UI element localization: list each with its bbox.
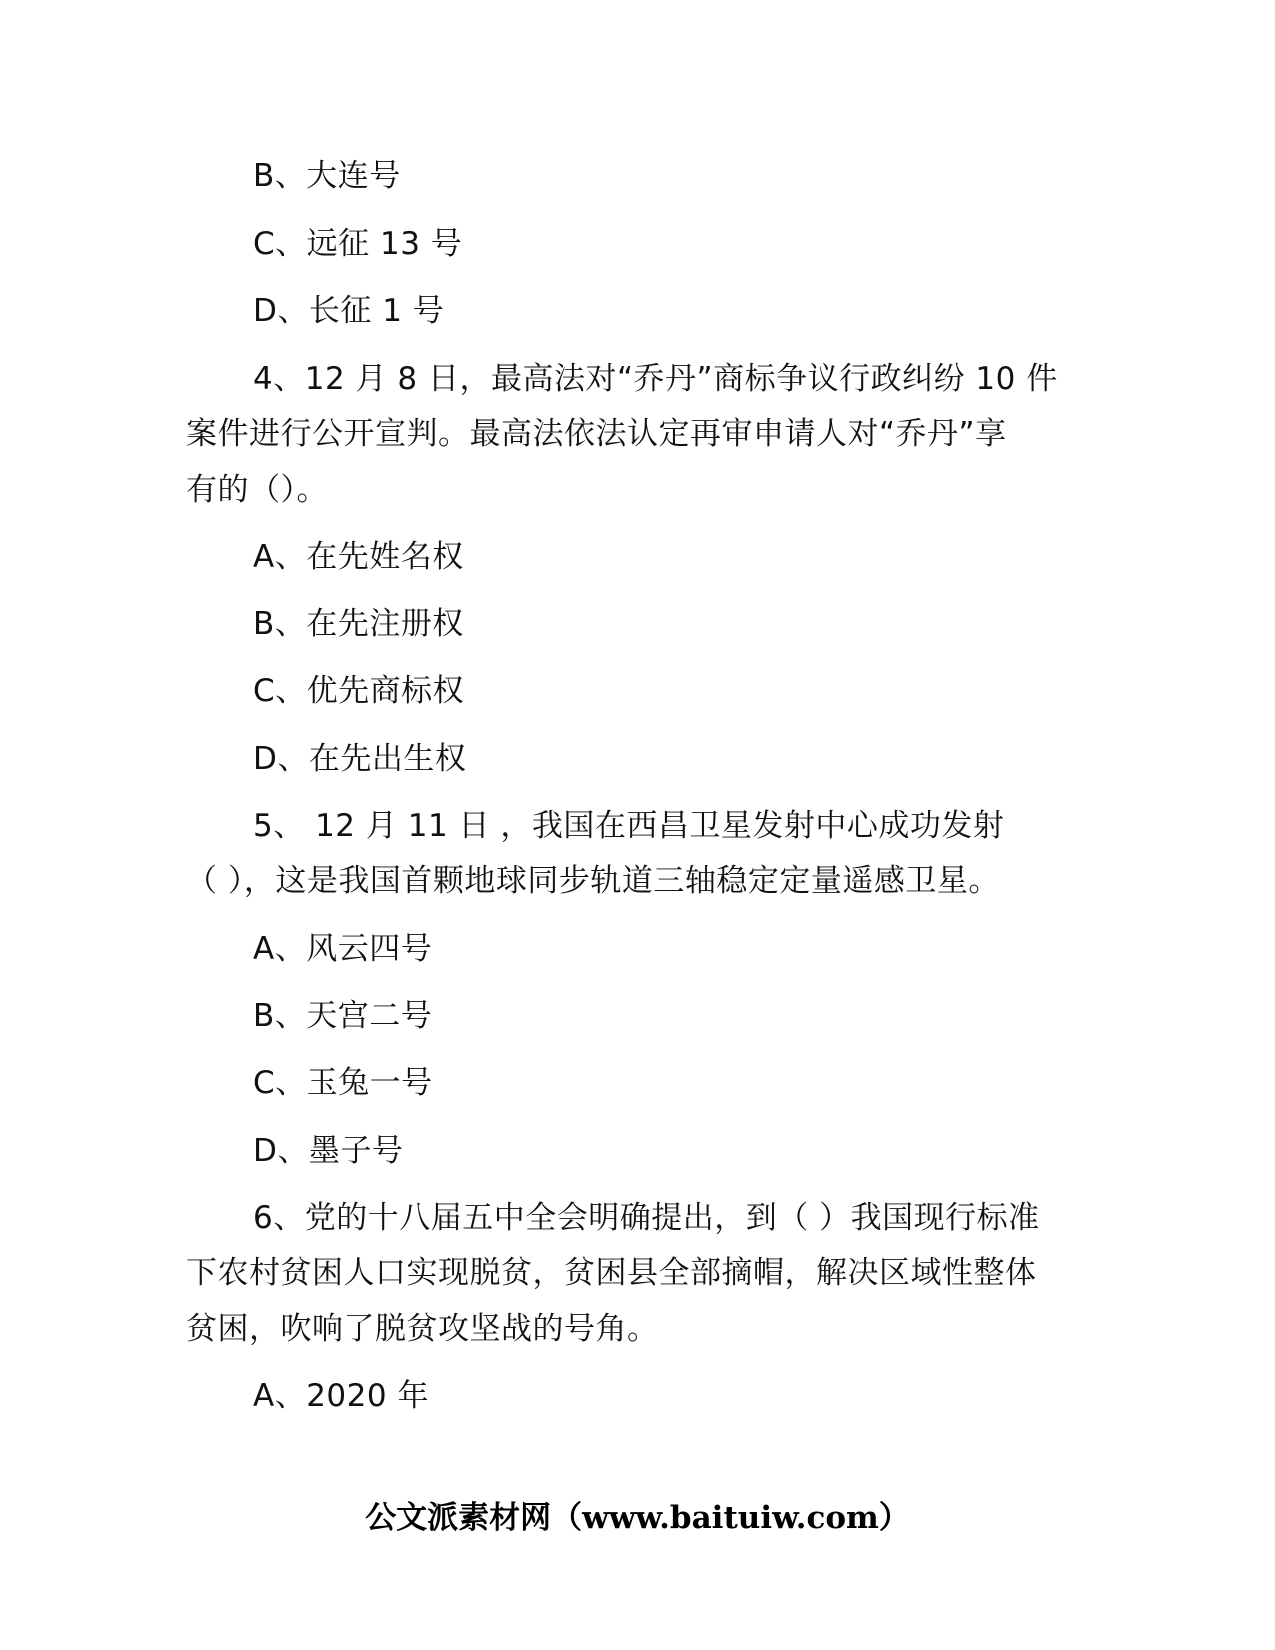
q3-option-d: D、长征 1 号 — [253, 293, 445, 329]
q4-question-line-3: 有的（）。 — [186, 472, 328, 508]
q6-question-line-3: 贫困，吹响了脱贫攻坚战的号角。 — [186, 1311, 659, 1347]
q5-question-line-1: 5、 12 月 11 日 ，我国在西昌卫星发射中心成功发射 — [253, 808, 1005, 844]
q6-option-a: A、2020 年 — [253, 1378, 429, 1414]
page-footer: 公文派素材网（www.baituiw.com） — [365, 1500, 910, 1536]
q4-question-line-1: 4、12 月 8 日，最高法对“乔丹”商标争议行政纠纷 10 件 — [253, 361, 1058, 397]
q5-question-line-2: （ ），这是我国首颗地球同步轨道三轴稳定定量遥感卫星。 — [186, 863, 1000, 899]
q6-question-line-1: 6、党的十八届五中全会明确提出，到（ ）我国现行标准 — [253, 1200, 1040, 1236]
q5-option-a: A、风云四号 — [253, 931, 433, 967]
q5-option-b: B、天宫二号 — [253, 998, 433, 1034]
q3-option-c: C、远征 13 号 — [253, 226, 463, 262]
q4-option-c: C、优先商标权 — [253, 673, 465, 709]
q5-option-d: D、墨子号 — [253, 1133, 404, 1169]
q4-option-d: D、在先出生权 — [253, 741, 467, 777]
q3-option-b: B、大连号 — [253, 158, 401, 194]
q4-option-b: B、在先注册权 — [253, 606, 464, 642]
q5-option-c: C、玉兔一号 — [253, 1065, 433, 1101]
q6-question-line-2: 下农村贫困人口实现脱贫，贫困县全部摘帽，解决区域性整体 — [186, 1255, 1037, 1291]
q4-option-a: A、在先姓名权 — [253, 539, 464, 575]
q4-question-line-2: 案件进行公开宣判。最高法依法认定再审申请人对“乔丹”享 — [186, 416, 1007, 452]
